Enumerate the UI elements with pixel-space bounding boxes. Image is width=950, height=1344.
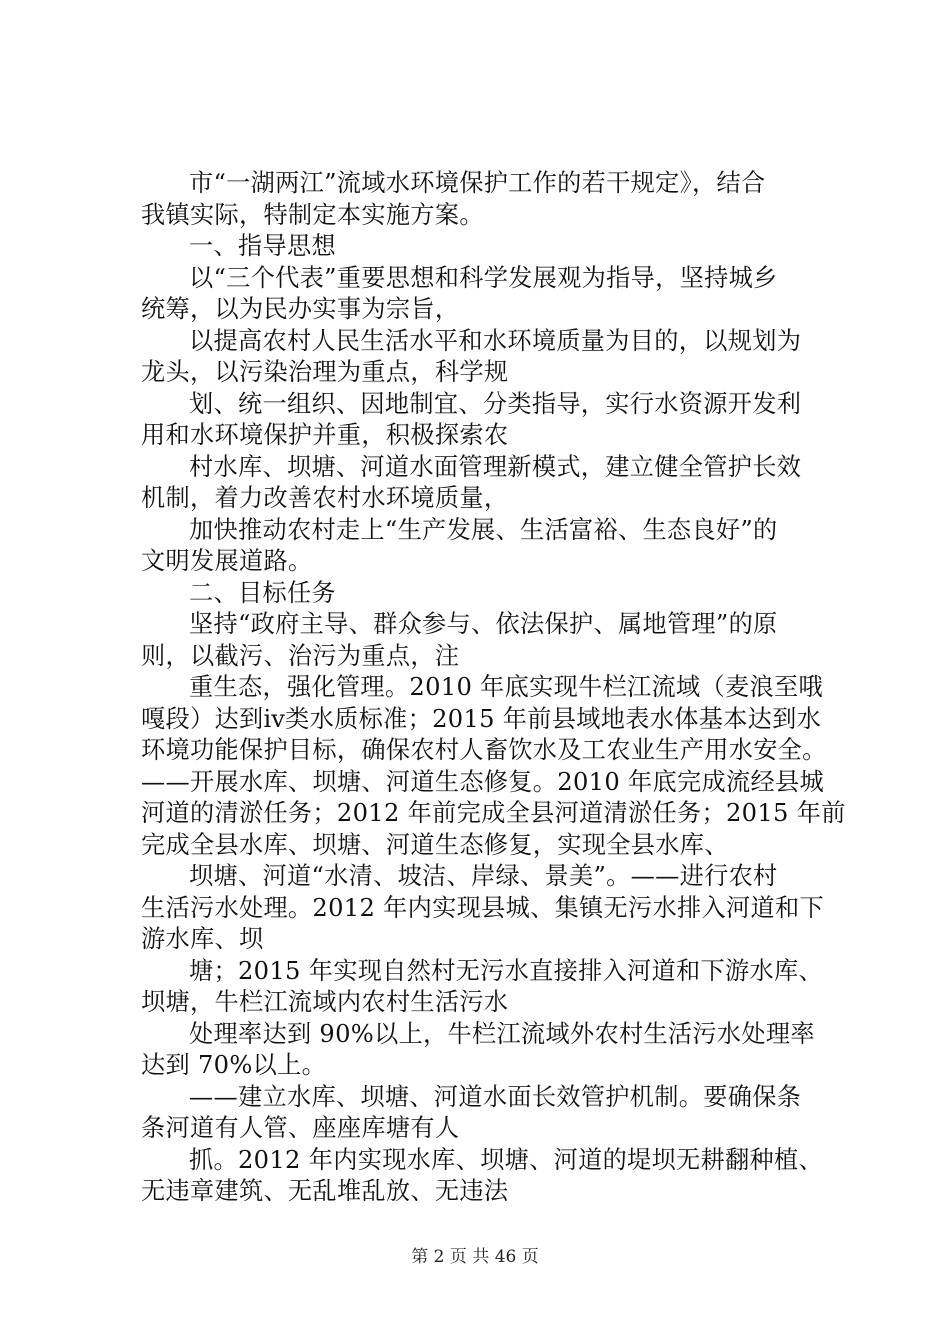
text-line: ——开展水库、坝塘、河道生态修复。2010 年底完成流经县城	[141, 767, 824, 796]
text-line: 坝塘、河道“水清、坡洁、岸绿、景美”。——进行农村	[189, 862, 778, 890]
text-line: 河道的清淤任务；2012 年前完成全县河道清淤任务；2015 年前	[141, 799, 846, 827]
text-line: 用和水环境保护并重，积极探索农	[141, 421, 509, 449]
text-line: 我镇实际，特制定本实施方案。	[141, 200, 484, 229]
document-body	[141, 168, 846, 1208]
text-line: 划、统一组织、因地制宜、分类指导，实行水资源开发利	[189, 389, 802, 418]
text-line: 条河道有人管、座座库塘有人	[141, 1114, 460, 1142]
page-footer: 第 2 页 共 46 页	[411, 1247, 539, 1267]
text-line: 一、指导思想	[189, 232, 336, 260]
text-line: 游水库、坝	[141, 925, 264, 953]
text-line: 加快推动农村走上“生产发展、生活富裕、生态良好”的	[189, 515, 778, 544]
text-line: 文明发展道路。	[141, 547, 313, 575]
text-line: 坚持“政府主导、群众参与、依法保护、属地管理”的原	[189, 610, 778, 638]
text-line: 重生态，强化管理。2010 年底实现牛栏江流域（麦浪至哦	[189, 673, 823, 701]
text-line: 环境功能保护目标，确保农村人畜饮水及工农业生产用水安全。	[141, 736, 827, 764]
text-line: 处理率达到 90%以上，牛栏江流域外农村生活污水处理率	[189, 1019, 815, 1048]
text-line: 则，以截污、治污为重点，注	[141, 641, 460, 670]
text-line: 村水库、坝塘、河道水面管理新模式，建立健全管护长效	[189, 452, 802, 481]
text-line: 以“三个代表”重要思想和科学发展观为指导，坚持城乡	[189, 263, 778, 292]
text-line: 统筹，以为民办实事为宗旨，	[141, 295, 460, 323]
text-line: 抓。2012 年内实现水库、坝塘、河道的堤坝无耕翻种植、	[189, 1145, 823, 1174]
text-line: 生活污水处理。2012 年内实现县城、集镇无污水排入河道和下	[141, 893, 824, 922]
text-line: 嘎段）达到ⅳ类水质标准；2015 年前县域地表水体基本达到水	[141, 704, 822, 733]
text-line: 龙头，以污染治理为重点，科学规	[141, 358, 509, 386]
text-line: 二、目标任务	[189, 578, 336, 607]
text-line: 机制，着力改善农村水环境质量，	[141, 484, 509, 512]
text-line: 以提高农村人民生活水平和水环境质量为目的，以规划为	[189, 326, 802, 355]
text-line: 无违章建筑、无乱堆乱放、无违法	[141, 1177, 509, 1205]
text-line: 达到 70%以上。	[141, 1051, 327, 1079]
text-line: 市“一湖两江”流域水环境保护工作的若干规定》，结合	[189, 169, 766, 197]
text-line: 完成全县水库、坝塘、河道生态修复，实现全县水库、	[141, 830, 729, 859]
text-line: 塘；2015 年实现自然村无污水直接排入河道和下游水库、	[189, 956, 823, 985]
text-line: ——建立水库、坝塘、河道水面长效管护机制。要确保条	[189, 1082, 802, 1111]
text-line: 坝塘，牛栏江流域内农村生活污水	[141, 988, 509, 1016]
